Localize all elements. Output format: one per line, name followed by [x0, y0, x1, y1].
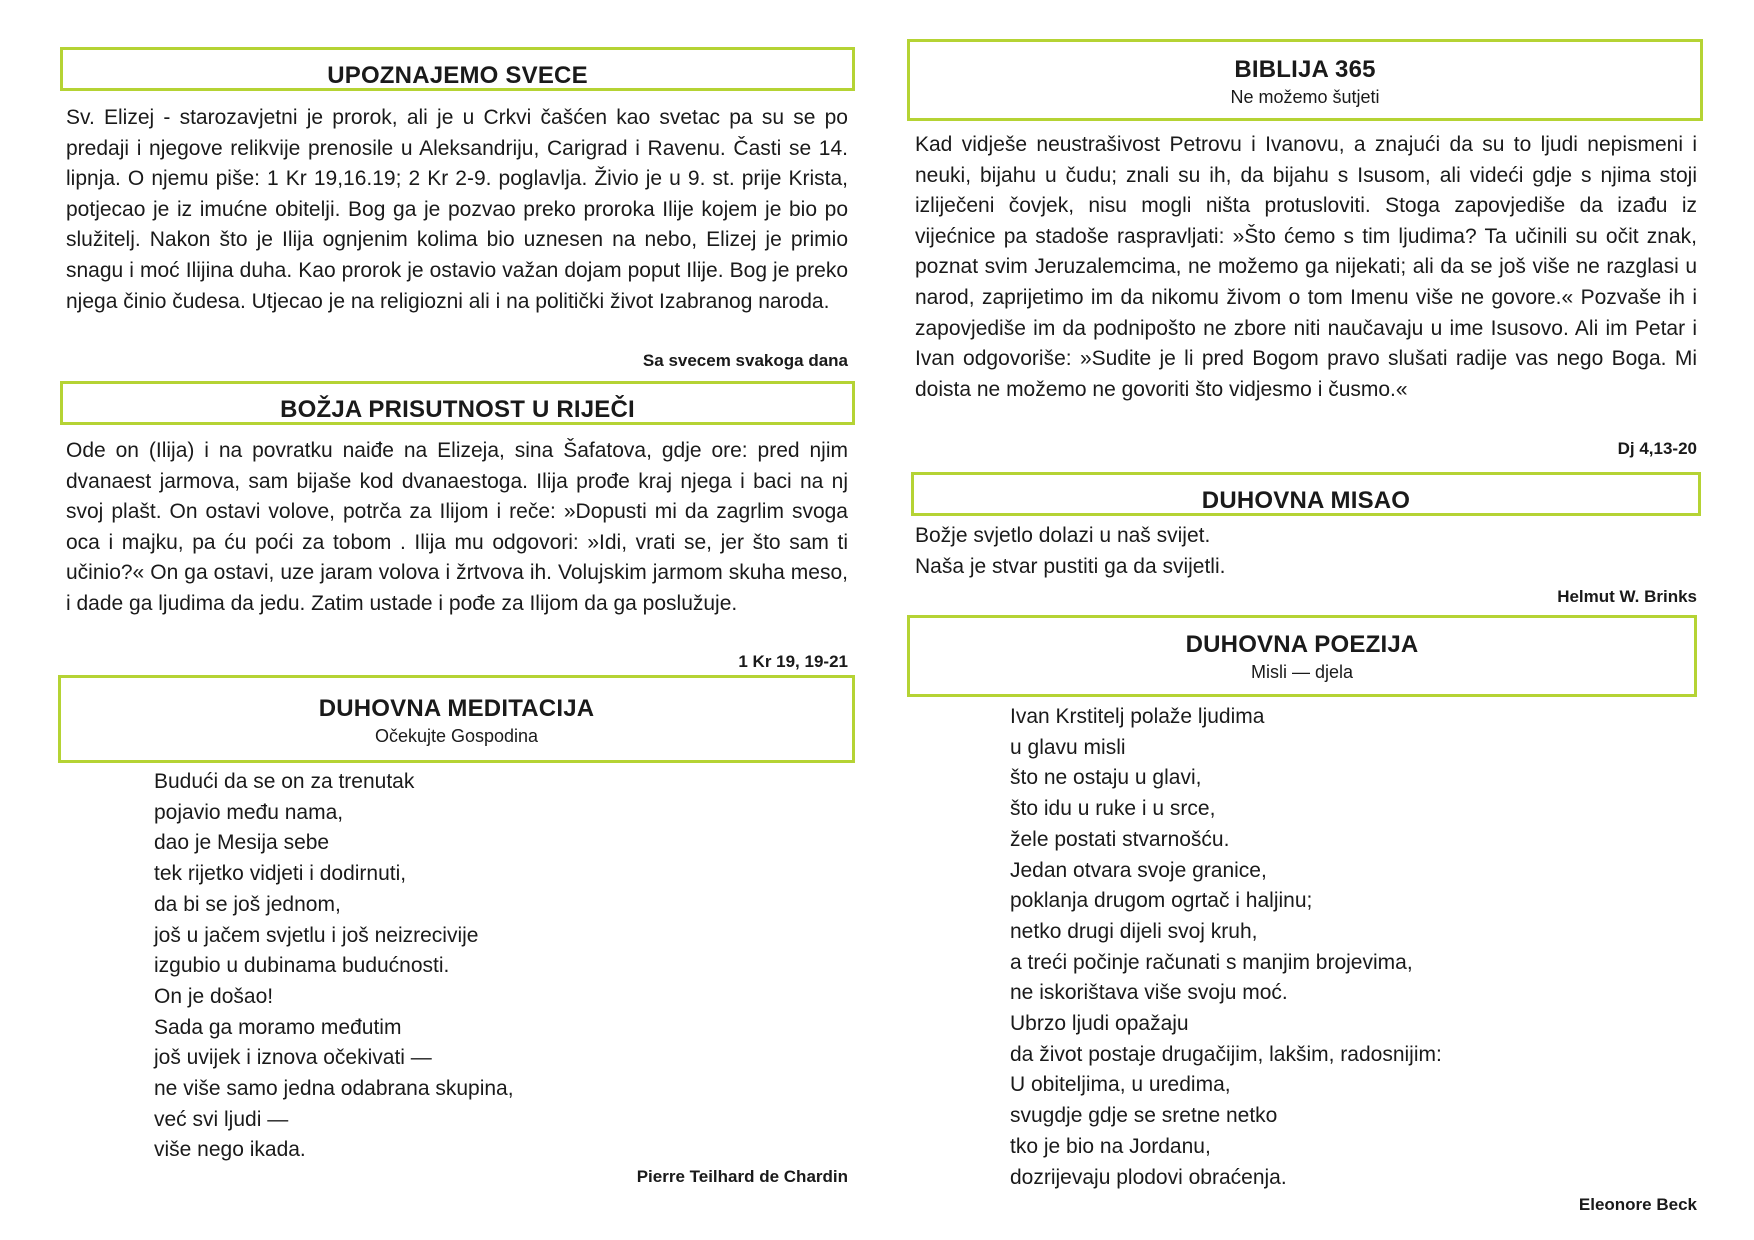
poem-line: u glavu misli — [1010, 735, 1126, 759]
poem-line: pojavio među nama, — [154, 800, 344, 824]
biblija-365-title: BIBLIJA 365 — [1234, 56, 1376, 83]
poem-line: još u jačem svjetlu i još neizrecivije — [154, 923, 479, 947]
poem-line: a treći počinje računati s manjim brojevima, — [1010, 950, 1413, 974]
poem-line: Ubrzo ljudi opažaju — [1010, 1012, 1189, 1036]
bozja-prisutnost-source: 1 Kr 19, 19-21 — [738, 652, 848, 671]
biblija-365-paragraph: Kad vidješe neustrašivost Petrovu i Ivanovu, a znajući da su to ljudi nepismeni i neuki, bijahu u čudu; znali su ih, da bijahu s Isusom, ali videći gdje s njima stoji izliječeni čovjek, nisu mogli ništa protusloviti. Stoga zapovjediše da izađu iz vijećnice pa stadoše raspravljati: »Što ćemo s tim ljudima? Ta učinili su očit znak, poznat svim Jeruzalemcima, ne možemo ga nijekati; ali da se još više ne razglasi u narod, zaprijetimo im da nikomu živom o tom Imenu više ne govore.« Pozvaše ih i zapovjediše im da podnipošto ne zbore niti naučavaju u ime Isusovo. Ali im Petar i Ivan odgovoriše: »Sudite je li pred Bogom pravo slušati radije vas nego Boga. Mi doista ne možemo ne govoriti što vidjesmo i čusmo.« — [915, 133, 1697, 401]
duhovna-misao-title: DUHOVNA MISAO — [1201, 487, 1411, 514]
poem-line: više nego ikada. — [154, 1138, 306, 1162]
poem-line: da život postaje drugačijim, lakšim, radosnijim: — [1010, 1042, 1442, 1066]
misao-line: Naša je stvar pustiti ga da svijetli. — [915, 554, 1226, 578]
upoznajemo-svece-header — [60, 47, 855, 91]
bozja-prisutnost-text — [66, 436, 848, 620]
poem-line: Budući da se on za trenutak — [154, 770, 415, 793]
misao-line: Božje svjetlo dolazi u naš svijet. — [915, 524, 1211, 547]
bozja-prisutnost-paragraph: Ode on (Ilija) i na povratku naiđe na Elizeja, sina Šafatova, gdje ore: pred njim dvanaest jarmova, sam bijaše kod dvanaestoga. Ilija prođe kraj njega i baci na nj svoj plašt. On ostavi volove, potrča za Ilijom i reče: »Dopusti mi da zagrlim svoga oca i majku, pa ću poći za tobom . Ilija mu odgovori: »Idi, vrati se, jer što sam ti učinio?« On ga ostavi, uze jaram volova i žrtvova ih. Volujskim jarmom skuha meso, i dade ga ljudima da jedu. Zatim ustade i pođe za Ilijom da ga poslužuje. — [66, 439, 848, 615]
poem-line: što idu u ruke i u srce, — [1010, 797, 1216, 821]
poem-line: svugdje gdje se sretne netko — [1010, 1104, 1278, 1128]
duhovna-poezija-header — [907, 615, 1697, 697]
upoznajemo-svece-paragraph: Sv. Elizej - starozavjetni je prorok, ali je u Crkvi čašćen kao svetac pa su se po predaji i njegove relikvije prenosile u Aleksandriju, Carigrad i Ravenu. Časti se 14. lipnja. O njemu piše: 1 Kr 19,16.19; 2 Kr 2-9. poglavlja. Živio je u 9. st. prije Krista, potjecao je iz imućne obitelji. Bog ga je pozvao preko proroka Ilije kojem je bio po služitelj. Nakon što je Ilija ognjenim kolima bio uznesen na nebo, Elizej je primio snagu i moć Ilijina duha. Kao prorok je ostavio važan dojam poput Ilije. Bog je preko njega činio čudesa. Utjecao je na religiozni ali i na politički život Izabranog naroda. — [66, 106, 848, 313]
poem-line: U obiteljima, u uredima, — [1010, 1073, 1231, 1097]
duhovna-poezija-source: Eleonore Beck — [1578, 1195, 1697, 1214]
upoznajemo-svece-title: UPOZNAJEMO SVECE — [327, 62, 588, 89]
poem-line: poklanja drugom ogrtač i haljinu; — [1010, 889, 1313, 913]
poem-line: dozrijevaju plodovi obraćenja. — [1010, 1165, 1287, 1189]
poem-line: žele postati stvarnošću. — [1010, 827, 1230, 851]
poem-line: što ne ostaju u glavi, — [1010, 766, 1202, 790]
duhovna-poezija-poem — [1010, 702, 1700, 1193]
duhovna-misao-source: Helmut W. Brinks — [1557, 587, 1697, 606]
duhovna-misao-text — [915, 521, 1697, 582]
duhovna-meditacija-source: Pierre Teilhard de Chardin — [636, 1167, 848, 1186]
duhovna-misao-header — [911, 472, 1701, 516]
duhovna-meditacija-title: DUHOVNA MEDITACIJA — [318, 695, 595, 722]
poem-line: već svi ljudi — — [154, 1107, 289, 1131]
biblija-365-text — [915, 130, 1697, 405]
biblija-365-header — [907, 39, 1703, 121]
poem-line: još uvijek i iznova očekivati — — [154, 1046, 432, 1070]
poem-line: izgubio u dubinama budućnosti. — [154, 954, 450, 978]
duhovna-meditacija-subtitle: Očekujte Gospodina — [374, 726, 539, 746]
poem-line: Sada ga moramo međutim — [154, 1015, 402, 1039]
upoznajemo-svece-text — [66, 103, 848, 317]
upoznajemo-svece-source: Sa svecem svakoga dana — [642, 351, 848, 370]
biblija-365-source: Dj 4,13-20 — [1617, 439, 1697, 458]
poem-line: tko je bio na Jordanu, — [1010, 1134, 1211, 1158]
poem-line: Ivan Krstitelj polaže ljudima — [1010, 705, 1265, 728]
poem-line: da bi se još jednom, — [154, 892, 341, 916]
duhovna-poezija-title: DUHOVNA POEZIJA — [1185, 631, 1419, 658]
duhovna-poezija-subtitle: Misli — djela — [1250, 662, 1354, 682]
poem-line: ne iskorištava više svoju moć. — [1010, 981, 1288, 1005]
poem-line: Jedan otvara svoje granice, — [1010, 858, 1267, 882]
poem-line: tek rijetko vidjeti i dodirnuti, — [154, 862, 407, 886]
bozja-prisutnost-header — [60, 381, 855, 425]
poem-line: dao je Mesija sebe — [154, 831, 330, 855]
poem-line: ne više samo jedna odabrana skupina, — [154, 1077, 514, 1101]
biblija-365-subtitle: Ne možemo šutjeti — [1230, 87, 1380, 107]
duhovna-meditacija-header — [58, 675, 855, 763]
poem-line: On je došao! — [154, 984, 274, 1008]
duhovna-meditacija-poem — [154, 767, 834, 1166]
bozja-prisutnost-title: BOŽJA PRISUTNOST U RIJEČI — [280, 396, 635, 423]
poem-line: netko drugi dijeli svoj kruh, — [1010, 919, 1258, 943]
